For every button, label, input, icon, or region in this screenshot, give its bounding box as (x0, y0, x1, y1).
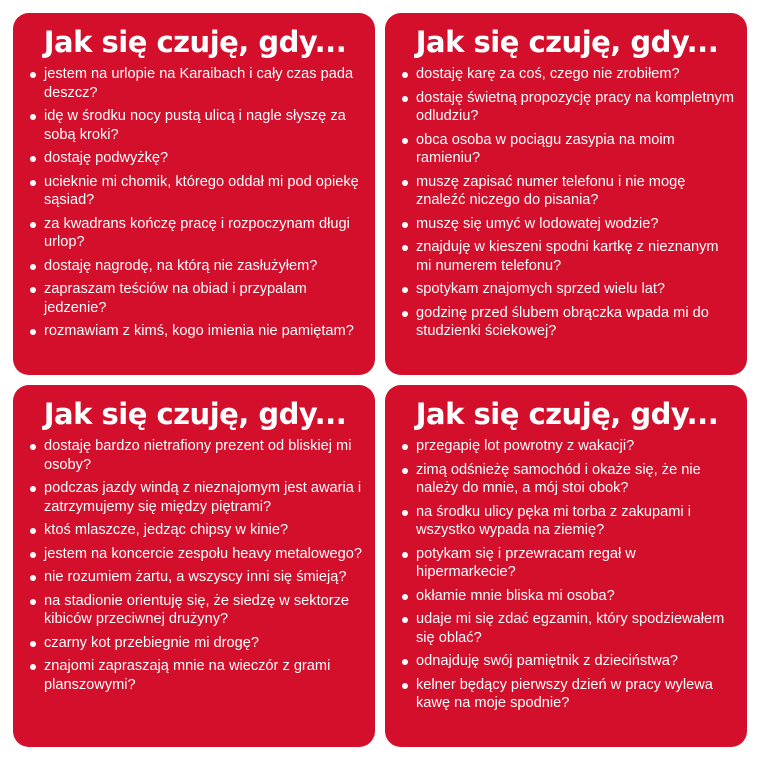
question-item (399, 215, 735, 234)
question-text: podczas jazdy windą z nieznajomym jest awaria i zatrzymujemy się między piętrami? (44, 480, 362, 515)
question-item (399, 587, 735, 606)
question-text: dostaję nagrodę, na którą nie zasłużyłem? (44, 257, 318, 274)
bullet-icon (402, 659, 408, 665)
question-item (399, 89, 735, 126)
bullet-icon (402, 138, 408, 144)
question-text: godzinę przed ślubem obrączka wpada mi do studzienki ściekowej? (416, 304, 709, 339)
bullet-icon (402, 222, 408, 228)
question-text: idę w środku nocy pustą ulicą i nagle słyszę za sobą kroki? (44, 108, 346, 143)
bullet-icon (30, 156, 36, 162)
question-text: znajomi zapraszają mnie na wieczór z grami planszowymi? (44, 658, 331, 693)
question-item (27, 437, 363, 474)
card-title: Jak się czuję, gdy... (415, 25, 719, 59)
bullet-icon (30, 287, 36, 293)
question-card-3 (13, 385, 375, 747)
bullet-icon (402, 617, 408, 623)
question-item (27, 322, 363, 341)
question-item (27, 568, 363, 587)
bullet-icon (402, 594, 408, 600)
question-list (399, 437, 735, 713)
question-item (399, 652, 735, 671)
question-item (27, 215, 363, 252)
question-text: kelner będący pierwszy dzień w pracy wylewa kawę na moje spodnie? (416, 676, 713, 711)
bullet-icon (30, 599, 36, 605)
bullet-icon (30, 180, 36, 186)
question-item (27, 257, 363, 276)
question-text: zapraszam teściów na obiad i przypalam jedzenie? (44, 281, 307, 316)
question-card-4 (385, 385, 747, 747)
bullet-icon (402, 72, 408, 78)
question-item (27, 107, 363, 144)
question-item (399, 173, 735, 210)
question-list (27, 437, 363, 694)
question-item (399, 437, 735, 456)
question-item (399, 280, 735, 299)
question-text: spotykam znajomych sprzed wielu lat? (416, 281, 666, 297)
question-text: muszę zapisać numer telefonu i nie mogę znaleźć niczego do pisania? (416, 173, 686, 208)
bullet-icon (402, 444, 408, 450)
question-text: znajduję w kieszeni spodni kartkę z nieznanym mi numerem telefonu? (416, 239, 719, 274)
question-text: odnajduję swój pamiętnik z dzieciństwa? (416, 653, 679, 669)
bullet-icon (30, 72, 36, 78)
question-text: na stadionie orientuję się, że siedzę w sektorze kibiców przeciwnej drużyny? (44, 592, 350, 627)
card-title: Jak się czuję, gdy... (43, 25, 347, 59)
question-item (27, 592, 363, 629)
bullet-icon (30, 222, 36, 228)
question-item (27, 479, 363, 516)
bullet-icon (30, 329, 36, 335)
question-item (27, 149, 363, 168)
question-text: rozmawiam z kimś, kogo imienia nie pamiętam? (44, 323, 354, 339)
question-text: dostaję świetną propozycję pracy na kompletnym odludziu? (416, 89, 734, 124)
question-item (399, 503, 735, 540)
bullet-icon (402, 552, 408, 558)
bullet-icon (402, 683, 408, 689)
question-text: muszę się umyć w lodowatej wodzie? (416, 215, 659, 232)
question-text: jestem na koncercie zespołu heavy metalowego? (44, 545, 362, 562)
bullet-icon (30, 114, 36, 120)
question-item (399, 545, 735, 582)
question-text: dostaję podwyżkę? (44, 150, 169, 166)
question-item (399, 610, 735, 647)
question-list (399, 65, 735, 341)
question-list (27, 65, 363, 341)
question-text: dostaję karę za coś, czego nie zrobiłem? (416, 66, 680, 82)
bullet-icon (402, 311, 408, 317)
bullet-icon (402, 180, 408, 186)
question-text: nie rozumiem żartu, a wszyscy inni się śmieją? (44, 569, 347, 585)
question-text: dostaję bardzo nietrafiony prezent od bliskiej mi osoby? (44, 438, 352, 473)
question-item (399, 304, 735, 341)
bullet-icon (30, 444, 36, 450)
question-text: udaje mi się zdać egzamin, który spodziewałem się oblać? (416, 611, 725, 646)
question-text: czarny kot przebiegnie mi drogę? (44, 634, 259, 651)
card-title: Jak się czuję, gdy... (415, 397, 719, 431)
question-text: okłamie mnie bliska mi osoba? (416, 587, 615, 604)
bullet-icon (30, 641, 36, 647)
question-item (27, 521, 363, 540)
bullet-icon (402, 510, 408, 516)
question-item (27, 280, 363, 317)
bullet-icon (402, 96, 408, 102)
card-title: Jak się czuję, gdy... (43, 397, 347, 431)
question-text: przegapię lot powrotny z wakacji? (416, 438, 635, 454)
question-item (27, 634, 363, 653)
bullet-icon (402, 468, 408, 474)
question-text: zimą odśnieżę samochód i okaże się, że nie należy do mnie, a mój stoi obok? (416, 461, 701, 496)
question-item (399, 131, 735, 168)
bullet-icon (30, 264, 36, 270)
question-text: na środku ulicy pęka mi torba z zakupami i wszystko wypada na ziemię? (416, 503, 691, 538)
bullet-icon (402, 245, 408, 251)
bullet-icon (30, 552, 36, 558)
question-item (399, 65, 735, 84)
question-item (399, 461, 735, 498)
bullet-icon (30, 575, 36, 581)
question-card-1 (13, 13, 375, 375)
question-text: potykam się i przewracam regał w hipermarkecie? (416, 545, 636, 580)
bullet-icon (30, 486, 36, 492)
question-item (399, 676, 735, 713)
question-card-2 (385, 13, 747, 375)
question-text: jestem na urlopie na Karaibach i cały czas pada deszcz? (44, 66, 354, 101)
bullet-icon (402, 287, 408, 293)
question-text: ktoś mlaszcze, jedząc chipsy w kinie? (44, 522, 289, 538)
question-item (27, 65, 363, 102)
bullet-icon (30, 664, 36, 670)
question-text: za kwadrans kończę pracę i rozpoczynam długi urlop? (44, 215, 350, 250)
question-text: ucieknie mi chomik, którego oddał mi pod opiekę sąsiad? (44, 173, 359, 208)
question-item (27, 545, 363, 564)
bullet-icon (30, 528, 36, 534)
question-text: obca osoba w pociągu zasypia na moim ramieniu? (416, 131, 675, 166)
question-item (399, 238, 735, 275)
question-item (27, 173, 363, 210)
question-item (27, 657, 363, 694)
